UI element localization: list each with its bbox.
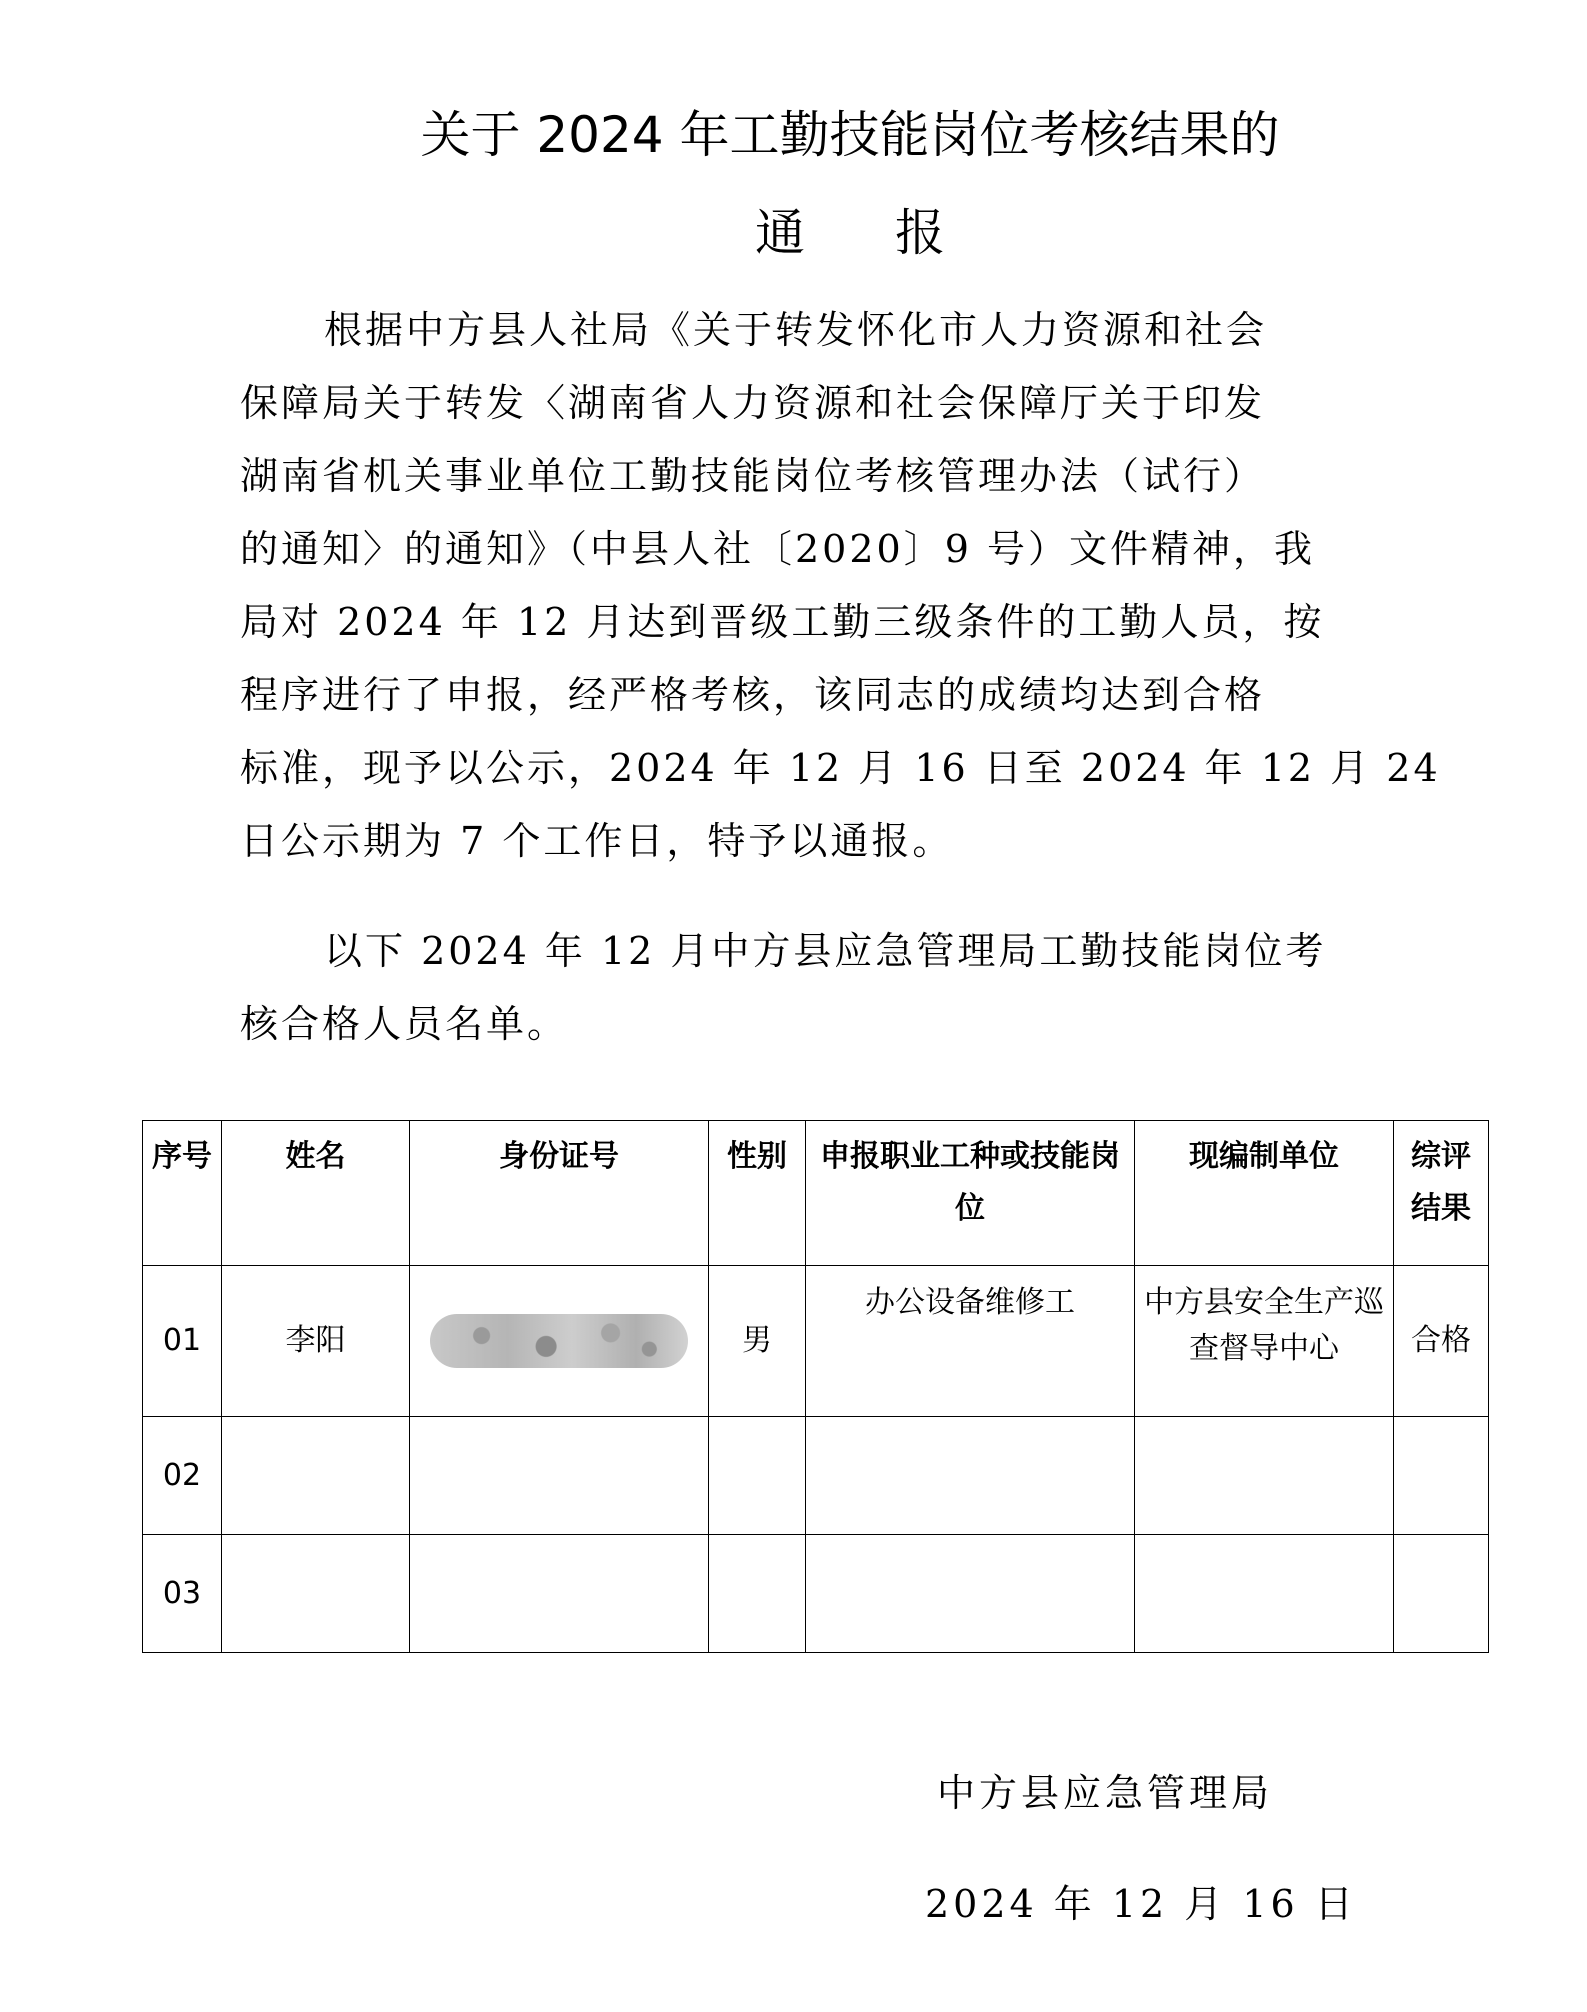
cell-no: 03: [143, 1535, 222, 1653]
cell-name: [222, 1535, 410, 1653]
cell-name: [222, 1417, 410, 1535]
table-header-row: [143, 1121, 1489, 1266]
signature-organization: 中方县应急管理局: [937, 1771, 1274, 1815]
document-title: 关于 2024 年工勤技能岗位考核结果的: [420, 106, 1280, 164]
table-row: [143, 1535, 1489, 1653]
paragraph-line: 根据中方县人社局《关于转发怀化市人力资源和社会: [324, 308, 1268, 352]
table-row: [143, 1417, 1489, 1535]
cell-job: [806, 1417, 1135, 1535]
cell-unit: [1135, 1535, 1394, 1653]
cell-unit: [1135, 1417, 1394, 1535]
header-name: 姓名: [222, 1121, 410, 1266]
cell-result: [1394, 1535, 1489, 1653]
cell-no: 02: [143, 1417, 222, 1535]
cell-job: [806, 1535, 1135, 1653]
signature-date: 2024 年 12 月 16 日: [925, 1882, 1357, 1926]
header-id-number: 身份证号: [410, 1121, 709, 1266]
paragraph-line: 的通知〉的通知》（中县人社〔2020〕9 号）文件精神，我: [240, 527, 1315, 571]
cell-unit: 中方县安全生产巡查督导中心: [1135, 1266, 1394, 1417]
header-gender: 性别: [709, 1121, 806, 1266]
paragraph-line: 程序进行了申报，经严格考核，该同志的成绩均达到合格: [240, 673, 1266, 717]
cell-result: 合格: [1394, 1266, 1489, 1417]
cell-no: 01: [143, 1266, 222, 1417]
cell-gender: [709, 1417, 806, 1535]
cell-name: 李阳: [222, 1266, 410, 1417]
paragraph-line: 湖南省机关事业单位工勤技能岗位考核管理办法（试行）: [240, 454, 1266, 498]
paragraph-line: 日公示期为 7 个工作日，特予以通报。: [240, 819, 954, 863]
cell-id-number: [410, 1417, 709, 1535]
document-title-subtitle: 通报: [755, 204, 1035, 262]
cell-job: 办公设备维修工: [806, 1266, 1135, 1417]
body-paragraph-1: [240, 294, 1441, 878]
cell-id-number: [410, 1266, 709, 1417]
header-no: 序号: [143, 1121, 222, 1266]
table-row: [143, 1266, 1489, 1417]
paragraph-line: 以下 2024 年 12 月中方县应急管理局工勤技能岗位考: [324, 929, 1327, 973]
redacted-id-blur: [430, 1314, 688, 1368]
body-paragraph-2: [240, 915, 1340, 1061]
paragraph-line: 标准，现予以公示，2024 年 12 月 16 日至 2024 年 12 月 24: [240, 746, 1441, 790]
cell-gender: 男: [709, 1266, 806, 1417]
qualified-personnel-table: [142, 1120, 1489, 1653]
header-job: 申报职业工种或技能岗位: [806, 1121, 1135, 1266]
cell-id-number: [410, 1535, 709, 1653]
header-unit: 现编制单位: [1135, 1121, 1394, 1266]
paragraph-line: 局对 2024 年 12 月达到晋级工勤三级条件的工勤人员，按: [240, 600, 1325, 644]
paragraph-line: 保障局关于转发〈湖南省人力资源和社会保障厅关于印发: [240, 381, 1266, 425]
header-result: 综评结果: [1394, 1121, 1489, 1266]
cell-result: [1394, 1417, 1489, 1535]
cell-gender: [709, 1535, 806, 1653]
paragraph-line: 核合格人员名单。: [240, 1002, 569, 1046]
